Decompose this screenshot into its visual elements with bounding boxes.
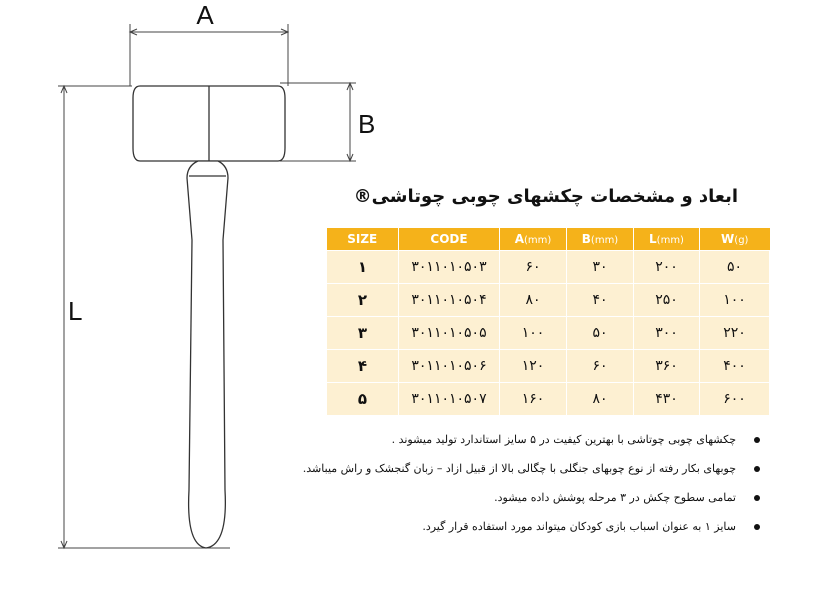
mallet-handle <box>187 161 228 548</box>
cell-b: ۶۰ <box>567 350 634 383</box>
cell-b: ۸۰ <box>567 383 634 416</box>
cell-code: ۳۰۱۱۰۱۰۵۰۴ <box>399 284 500 317</box>
cell-code: ۳۰۱۱۰۱۰۵۰۶ <box>399 350 500 383</box>
cell-b: ۳۰ <box>567 251 634 284</box>
note-text: تمامی سطوح چکش در ۳ مرحله پوشش داده میشود. <box>494 491 736 504</box>
page-title: ابعاد و مشخصات چکشهای چوبی چوتاشی® <box>353 186 738 207</box>
cell-size: ۲ <box>327 284 399 317</box>
notes-list <box>262 428 762 544</box>
dimension-a <box>130 24 288 86</box>
cell-w: ۴۰۰ <box>700 350 770 383</box>
spec-table <box>326 228 770 416</box>
header-b: B(mm) <box>567 228 634 251</box>
dimension-l-label: L <box>68 296 83 326</box>
note-text: چکشهای چوبی چوتاشی با بهترین کیفیت در ۵ سایز استاندارد تولید میشوند . <box>391 433 736 446</box>
bullet-icon <box>754 495 760 501</box>
cell-l: ۳۰۰ <box>634 317 700 350</box>
dimension-b <box>280 83 356 161</box>
cell-w: ۵۰ <box>700 251 770 284</box>
header-size: SIZE <box>327 228 399 251</box>
list-item <box>262 428 762 457</box>
cell-w: ۲۲۰ <box>700 317 770 350</box>
header-w: W(g) <box>700 228 770 251</box>
table-row <box>327 251 770 284</box>
header-l: L(mm) <box>634 228 700 251</box>
cell-code: ۳۰۱۱۰۱۰۵۰۷ <box>399 383 500 416</box>
cell-a: ۶۰ <box>500 251 567 284</box>
cell-code: ۳۰۱۱۰۱۰۵۰۳ <box>399 251 500 284</box>
cell-l: ۲۵۰ <box>634 284 700 317</box>
cell-a: ۱۲۰ <box>500 350 567 383</box>
list-item <box>262 515 762 544</box>
cell-size: ۳ <box>327 317 399 350</box>
cell-code: ۳۰۱۱۰۱۰۵۰۵ <box>399 317 500 350</box>
dimension-b-label: B <box>358 109 376 139</box>
table-row <box>327 317 770 350</box>
cell-a: ۱۶۰ <box>500 383 567 416</box>
cell-a: ۱۰۰ <box>500 317 567 350</box>
bullet-icon <box>754 524 760 530</box>
dimension-a-label: A <box>196 0 214 30</box>
table-row <box>327 350 770 383</box>
header-a: A(mm) <box>500 228 567 251</box>
cell-b: ۴۰ <box>567 284 634 317</box>
list-item <box>262 457 762 486</box>
table-row <box>327 383 770 416</box>
header-code: CODE <box>399 228 500 251</box>
cell-size: ۴ <box>327 350 399 383</box>
list-item <box>262 486 762 515</box>
note-text: چوبهای بکار رفته از نوع چوبهای جنگلی با چگالی بالا از قبیل ازاد – زبان گنجشک و راش میباشد. <box>302 462 736 475</box>
cell-w: ۱۰۰ <box>700 284 770 317</box>
cell-l: ۲۰۰ <box>634 251 700 284</box>
cell-a: ۸۰ <box>500 284 567 317</box>
cell-b: ۵۰ <box>567 317 634 350</box>
cell-l: ۳۶۰ <box>634 350 700 383</box>
cell-size: ۵ <box>327 383 399 416</box>
table-row <box>327 284 770 317</box>
cell-l: ۴۳۰ <box>634 383 700 416</box>
bullet-icon <box>754 437 760 443</box>
note-text: سایز ۱ به عنوان اسباب بازی کودکان میتواند مورد استفاده قرار گیرد. <box>422 520 736 533</box>
mallet-head <box>133 86 285 161</box>
table-header-row <box>327 228 770 251</box>
cell-size: ۱ <box>327 251 399 284</box>
bullet-icon <box>754 466 760 472</box>
cell-w: ۶۰۰ <box>700 383 770 416</box>
